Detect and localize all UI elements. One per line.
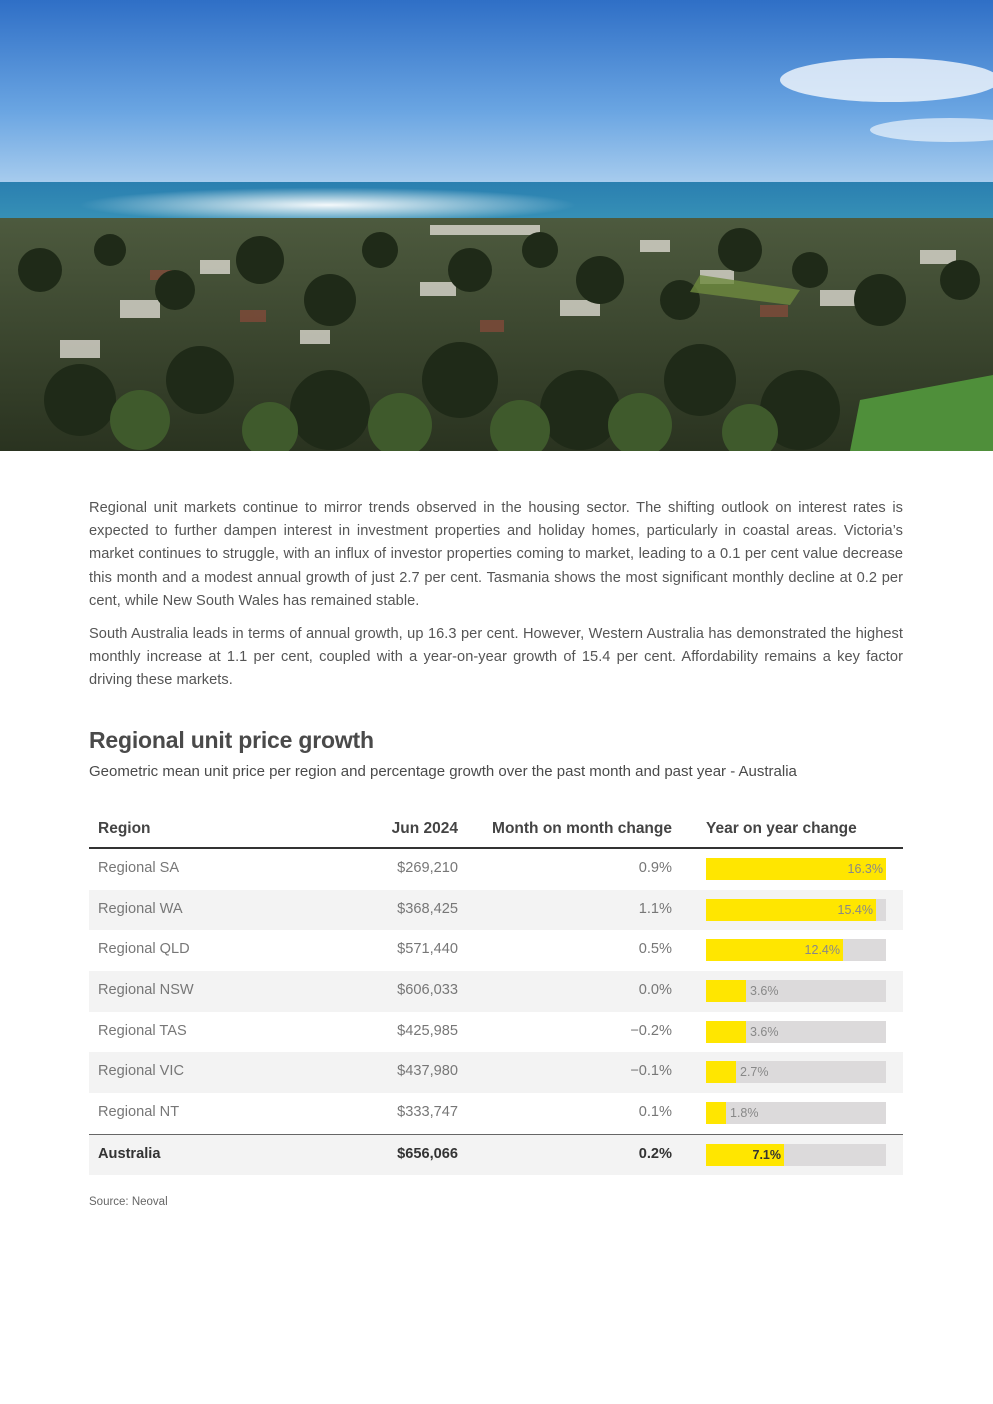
intro-text	[89, 497, 903, 693]
region-cell: Regional TAS	[98, 1022, 187, 1039]
yoy-bar-track	[706, 1144, 886, 1166]
paragraph-1: Regional unit markets continue to mirror trends observed in the housing sector. The shifting outlook on interest rates is expected to further dampen interest in investment properties and holiday homes, particularly in coastal areas. Victoria’s market continues to struggle, with an influx of investor properties coming to market, leading to a 0.1 per cent value decrease this month and a modest annual growth of just 2.7 per cent. Tasmania shows the most significant monthly decline at 0.2 per cent, while New South Wales has remained stable.	[89, 500, 903, 609]
mom-change-cell: 0.0%	[638, 982, 672, 999]
table-row	[89, 1052, 903, 1093]
region-cell: Regional NT	[98, 1104, 180, 1121]
price-cell: $656,066	[397, 1145, 458, 1162]
yoy-bar-track	[706, 980, 886, 1002]
header-yoy: Year on year change	[706, 820, 857, 837]
section-subtitle: Geometric mean unit price per region and percentage growth over the past month and past year - Australia	[89, 763, 797, 780]
yoy-value-label: 3.6%	[750, 984, 779, 999]
table-row	[89, 849, 903, 890]
header-region: Region	[98, 820, 151, 837]
mom-change-cell: 0.2%	[638, 1145, 672, 1162]
yoy-bar-track	[706, 1102, 886, 1124]
mom-change-cell: 0.9%	[638, 860, 672, 876]
table-total-row	[89, 1134, 903, 1175]
yoy-value-label: 7.1%	[752, 1147, 781, 1162]
hero-photo	[0, 0, 993, 451]
yoy-bar-fill	[706, 980, 746, 1002]
region-cell: Australia	[98, 1145, 161, 1162]
region-cell: Regional WA	[98, 900, 183, 917]
price-cell: $368,425	[397, 900, 458, 917]
price-cell: $437,980	[397, 1063, 458, 1080]
yoy-value-label: 16.3%	[847, 862, 883, 876]
price-cell: $333,747	[397, 1104, 458, 1121]
yoy-bar-fill	[706, 1102, 726, 1124]
source-note: Source: Neoval	[89, 1196, 168, 1208]
region-cell: Regional NSW	[98, 982, 194, 999]
table-row	[89, 930, 903, 971]
table-row	[89, 890, 903, 931]
region-cell: Regional VIC	[98, 1063, 184, 1080]
coastal-town-photo-icon	[0, 0, 993, 451]
price-cell: $606,033	[397, 982, 458, 999]
price-growth-table	[89, 809, 903, 1175]
yoy-bar-track	[706, 899, 886, 921]
yoy-value-label: 2.7%	[740, 1065, 769, 1080]
yoy-bar-track	[706, 858, 886, 880]
yoy-value-label: 1.8%	[730, 1106, 759, 1121]
header-mom: Month on month change	[492, 820, 672, 837]
header-price: Jun 2024	[391, 820, 458, 837]
mom-change-cell: −0.1%	[630, 1063, 672, 1080]
price-cell: $269,210	[397, 860, 458, 876]
table-body	[89, 849, 903, 1175]
price-cell: $425,985	[397, 1022, 458, 1039]
yoy-value-label: 3.6%	[750, 1024, 779, 1039]
table-row	[89, 1012, 903, 1053]
yoy-bar-track	[706, 1021, 886, 1043]
yoy-bar-fill	[706, 1021, 746, 1043]
region-cell: Regional QLD	[98, 941, 190, 958]
table-header	[89, 809, 903, 849]
mom-change-cell: 1.1%	[638, 900, 672, 917]
mom-change-cell: 0.1%	[638, 1104, 672, 1121]
yoy-bar-track	[706, 1061, 886, 1083]
mom-change-cell: 0.5%	[638, 941, 672, 958]
section-title: Regional unit price growth	[89, 727, 374, 753]
price-cell: $571,440	[397, 941, 458, 958]
yoy-value-label: 15.4%	[837, 902, 873, 917]
mom-change-cell: −0.2%	[630, 1022, 672, 1039]
region-cell: Regional SA	[98, 860, 180, 876]
yoy-value-label: 12.4%	[804, 943, 840, 958]
table-row	[89, 1093, 903, 1134]
paragraph-2: South Australia leads in terms of annual growth, up 16.3 per cent. However, Western Australia has demonstrated the highest monthly increase at 1.1 per cent, coupled with a year-on-year growth of 15.4 per cent. Affordability remains a key factor driving these markets.	[89, 626, 903, 689]
yoy-bar-track	[706, 939, 886, 961]
table-row	[89, 971, 903, 1012]
yoy-bar-fill	[706, 1061, 736, 1083]
